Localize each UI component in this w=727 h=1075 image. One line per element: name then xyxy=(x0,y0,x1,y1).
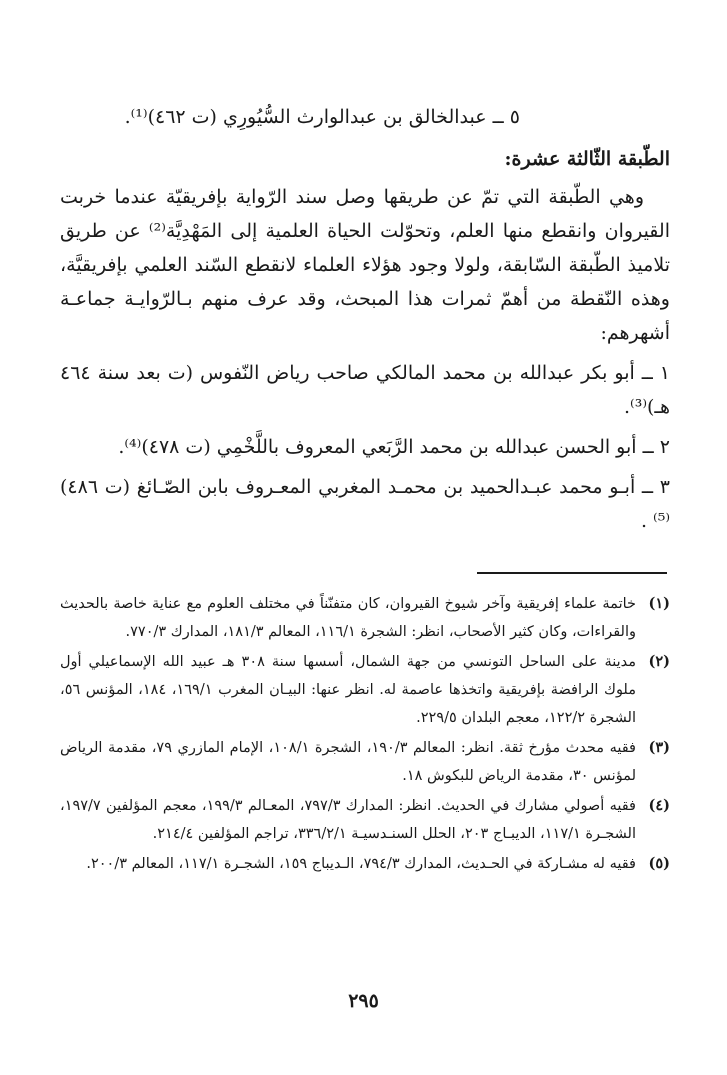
footnote-number: (٢) xyxy=(648,653,670,670)
list-item-3: ٣ ــ أبـو محمد عبـدالحميد بن محمـد المغربي المعـروف بابن الصّـائغ (ت ٤٨٦) ⁽⁵⁾ . xyxy=(60,476,670,532)
footnotes xyxy=(60,590,670,880)
footnote xyxy=(60,734,670,790)
list-item-5: ٥ ــ عبدالخالق بن عبدالوارث السُّيُورِي (ت ٤٦٢)⁽¹⁾. xyxy=(124,106,520,128)
page-number: ٢٩٥ xyxy=(348,990,379,1012)
footnote-text: مدينة على الساحل التونسي من جهة الشمال، أسسها سنة ٣٠٨ هـ عبيد الله الإسماعيلي أول ملوك الرافضة بإفريقية واتخذها عاصمة له. انظر عنها: البيـان المغرب ١٦٩/١، ١٨٤، المؤنس ٥٦، الشجرة ١٢٢/٢، معجم البلدان ٢٢٩/٥. xyxy=(60,654,637,726)
section-paragraph: وهي الطّبقة التي تمّ عن طريقها وصل سند الرّواية بإفريقيّة عندما خربت القيروان وانقطع منها العلم، وتحوّلت الحياة العلمية إلى المَهْدِيَّة⁽²⁾ عن طريق تلاميذ الطّبقة السّابقة، ولولا وجود هؤلاء العلماء لانقطع السّند العلمي بإفريقيَّة، وهذه النّقطة من أهمّ ثمرات هذا المبحث، وقد عرف منهم بـالرّوايـة جماعـة أشهرهم: xyxy=(60,186,670,344)
footnote-number: (٣) xyxy=(648,739,670,756)
footnote-text: فقيه له مشـاركة في الحـديث، المدارك ٧٩٤/٣، الـديباج ١٥٩، الشجـرة ١١٧/١، المعالم ٢٠٠/٣. xyxy=(86,856,636,872)
footnote xyxy=(60,792,670,848)
footnote-divider xyxy=(477,572,667,574)
footnote-text: فقيه محدث مؤرخ ثقة. انظر: المعالم ١٩٠/٣، الشجرة ١٠٨/١، الإمام المازري ٧٩، مقدمة الرياض لمؤنس ٣٠، مقدمة الرياض للبكوش ١٨. xyxy=(60,740,636,784)
footnote-text: خاتمة علماء إفريقية وآخر شيوخ القيروان، كان متفنّناً في مختلف العلوم مع عناية خاصة بالحديث والقراءات، وكان كثير الأصحاب، انظر: الشجرة ١١٦/١، المعالم ١٨١/٣، المدارك ٧٧٠/٣. xyxy=(60,596,636,640)
footnote xyxy=(60,590,670,646)
list-item-1: ١ ــ أبو بكر عبدالله بن محمد المالكي صاحب رياض النّفوس (ت بعد سنة ٤٦٤ هـ)⁽³⁾. xyxy=(60,362,670,418)
section-heading: الطّبقة الثّالثة عشرة: xyxy=(504,148,670,170)
footnote-text: فقيه أصولي مشارك في الحديث. انظر: المدارك ٧٩٧/٣، المعـالم ١٩٩/٣، معجم المؤلفين ١٩٧/٧، الشجـرة ١١٧/١، الديبـاج ٢٠٣، الحلل السنـدسيـة ٣٣٦/٢/١، تراجم المؤلفين ٢١٤/٤. xyxy=(60,798,636,842)
footnote-number: (٤) xyxy=(648,797,670,814)
footnote-number: (١) xyxy=(648,595,670,612)
main-text xyxy=(60,100,670,538)
footnote xyxy=(60,850,670,878)
footnote-number: (٥) xyxy=(648,855,670,872)
footnote xyxy=(60,648,670,732)
list-item-2: ٢ ــ أبو الحسن عبدالله بن محمد الرَّبَعي المعروف باللَّخْمِي (ت ٤٧٨)⁽⁴⁾. xyxy=(118,436,670,458)
